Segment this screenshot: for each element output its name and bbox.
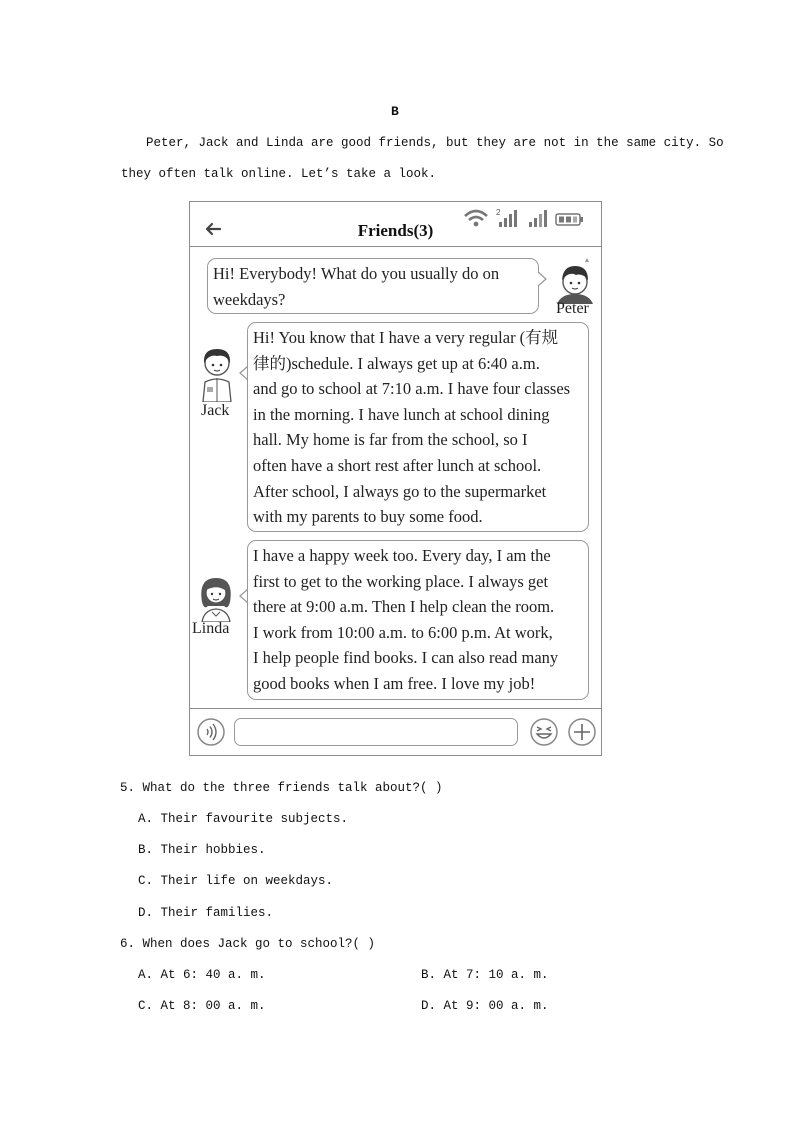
message-bubble-linda (247, 540, 589, 700)
question-5-option-d[interactable]: D. Their families. (138, 906, 274, 920)
signal-label: 2 (496, 208, 501, 217)
message-input[interactable] (234, 718, 518, 746)
jack-avatar[interactable] (196, 344, 238, 402)
message-line: hall. My home is far from the school, so I (253, 430, 528, 450)
message-line: often have a short rest after lunch at school. (253, 455, 542, 475)
question-6-option-d[interactable]: D. At 9: 00 a. m. (421, 999, 549, 1013)
question-6-option-b[interactable]: B. At 7: 10 a. m. (421, 968, 549, 982)
message-line: good books when I am free. I love my job! (253, 673, 536, 693)
question-6-option-a[interactable]: A. At 6: 40 a. m. (138, 968, 266, 982)
question-6-option-c[interactable]: C. At 8: 00 a. m. (138, 999, 266, 1013)
message-bubble-jack (247, 322, 589, 532)
status-icons (463, 207, 593, 229)
peter-name: Peter (556, 300, 589, 317)
message-line: Hi! Everybody! What do you usually do on (213, 264, 500, 283)
message-line: in the morning. I have lunch at school dining (253, 404, 550, 424)
signal-icon-2 (529, 210, 547, 227)
linda-avatar[interactable] (194, 572, 238, 622)
message-line: weekdays? (213, 289, 286, 309)
message-bubble-peter (207, 258, 539, 314)
battery-icon (556, 214, 583, 225)
message-line: After school, I always go to the supermarket (253, 481, 547, 501)
emoji-icon[interactable] (529, 717, 559, 747)
message-line: first to get to the working place. I always get (253, 571, 549, 591)
question-5: 5. What do the three friends talk about?( ) (120, 781, 443, 795)
intro-line-1: Peter, Jack and Linda are good friends, but they are not in the same city. So (146, 136, 724, 150)
question-5-option-b[interactable]: B. Their hobbies. (138, 843, 266, 857)
linda-name: Linda (192, 620, 230, 637)
question-5-option-c[interactable]: C. Their life on weekdays. (138, 874, 334, 888)
message-line: there at 9:00 a.m. Then I help clean the room. (253, 597, 555, 617)
message-line: I help people find books. I can also read many (253, 648, 559, 668)
message-line: I work from 10:00 a.m. to 6:00 p.m. At work, (253, 622, 553, 642)
plus-icon[interactable] (567, 717, 597, 747)
status-bar (463, 207, 593, 234)
message-line: with my parents to buy some food. (253, 507, 483, 527)
bubble-tail (538, 272, 547, 286)
section-letter: B (391, 104, 399, 119)
chat-title: Friends(3) (357, 221, 434, 240)
signal-icon-1 (499, 210, 517, 227)
message-line: 律的)schedule. I always get up at 6:40 a.m. (253, 353, 540, 373)
jack-name: Jack (201, 402, 230, 419)
question-5-option-a[interactable]: A. Their favourite subjects. (138, 812, 349, 826)
voice-icon[interactable] (196, 717, 226, 747)
message-line: and go to school at 7:10 a.m. I have four classes (253, 379, 571, 399)
wifi-icon (465, 211, 487, 226)
question-6: 6. When does Jack go to school?( ) (120, 937, 376, 951)
input-bar (190, 708, 601, 755)
chat-window (189, 201, 602, 756)
chat-header (190, 202, 601, 247)
message-line: Hi! You know that I have a very regular (有规 (253, 328, 559, 347)
peter-avatar[interactable] (551, 256, 599, 304)
intro-line-2: they often talk online. Let’s take a look. (121, 167, 437, 181)
message-line: I have a happy week too. Every day, I am the (253, 546, 551, 565)
